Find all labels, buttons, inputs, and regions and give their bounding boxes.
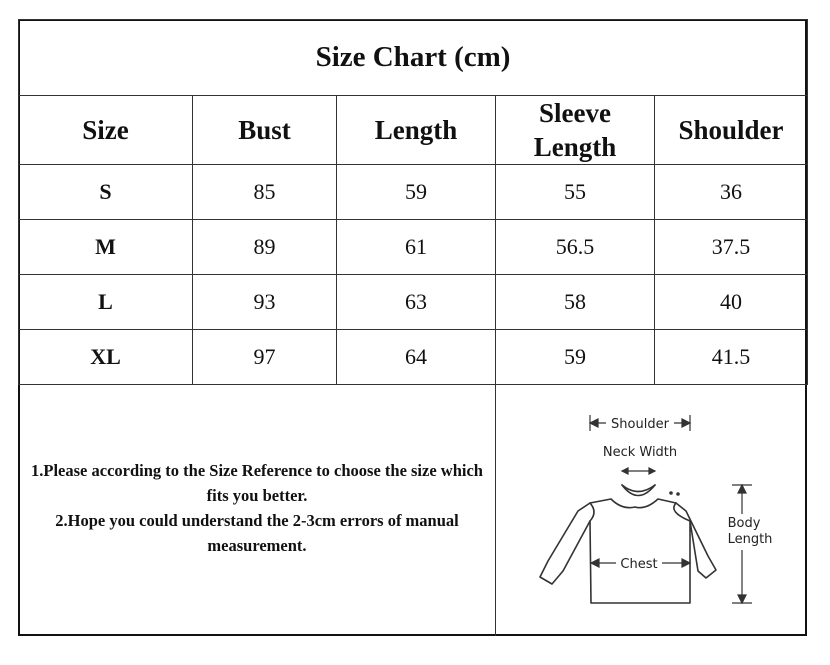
bust-cell: 93 [193,275,337,330]
column-header-shoulder: Shoulder [655,96,808,165]
garment-measurement-diagram [528,406,788,621]
chart-title: Size Chart (cm) [19,20,808,96]
body-length-label: Body [727,516,761,531]
length-cell: 64 [337,330,496,385]
sleeve-length-cell: 55 [496,165,655,220]
column-header-length: Length [337,96,496,165]
size-cell: L [19,275,193,330]
shoulder-cell: 41.5 [655,330,808,385]
size-cell: M [19,220,193,275]
bust-cell: 89 [193,220,337,275]
size-cell: XL [19,330,193,385]
length-cell: 61 [337,220,496,275]
table-row [19,220,808,275]
bust-cell: 85 [193,165,337,220]
shoulder-cell: 36 [655,165,808,220]
neck-width-label: Neck Width [602,445,678,460]
shoulder-cell: 40 [655,275,808,330]
note-2: 2.Hope you could understand the 2-3cm errors of manual measurement. [55,511,459,555]
column-header-size: Size [19,96,193,165]
size-notes [26,458,488,558]
table-row [19,165,808,220]
column-header-sleeve-length: Sleeve Length [496,96,655,165]
length-cell: 63 [337,275,496,330]
column-header-bust: Bust [193,96,337,165]
header-row [19,96,808,165]
shoulder-cell: 37.5 [655,220,808,275]
table-row [19,275,808,330]
size-cell: S [19,165,193,220]
button-icon [669,491,673,495]
reference-section [18,378,807,636]
note-1: 1.Please according to the Size Reference to choose the size which fits you better. [31,461,483,505]
size-chart-table [18,19,808,385]
length-cell: 59 [337,165,496,220]
sleeve-length-cell: 59 [496,330,655,385]
chest-label: Chest [620,557,658,572]
button-icon [676,492,680,496]
sleeve-length-cell: 58 [496,275,655,330]
sleeve-length-cell: 56.5 [496,220,655,275]
shoulder-label: Shoulder [611,417,669,432]
bust-cell: 97 [193,330,337,385]
body-length-label: Length [727,532,773,547]
table-row [19,330,808,385]
section-divider [495,378,496,636]
